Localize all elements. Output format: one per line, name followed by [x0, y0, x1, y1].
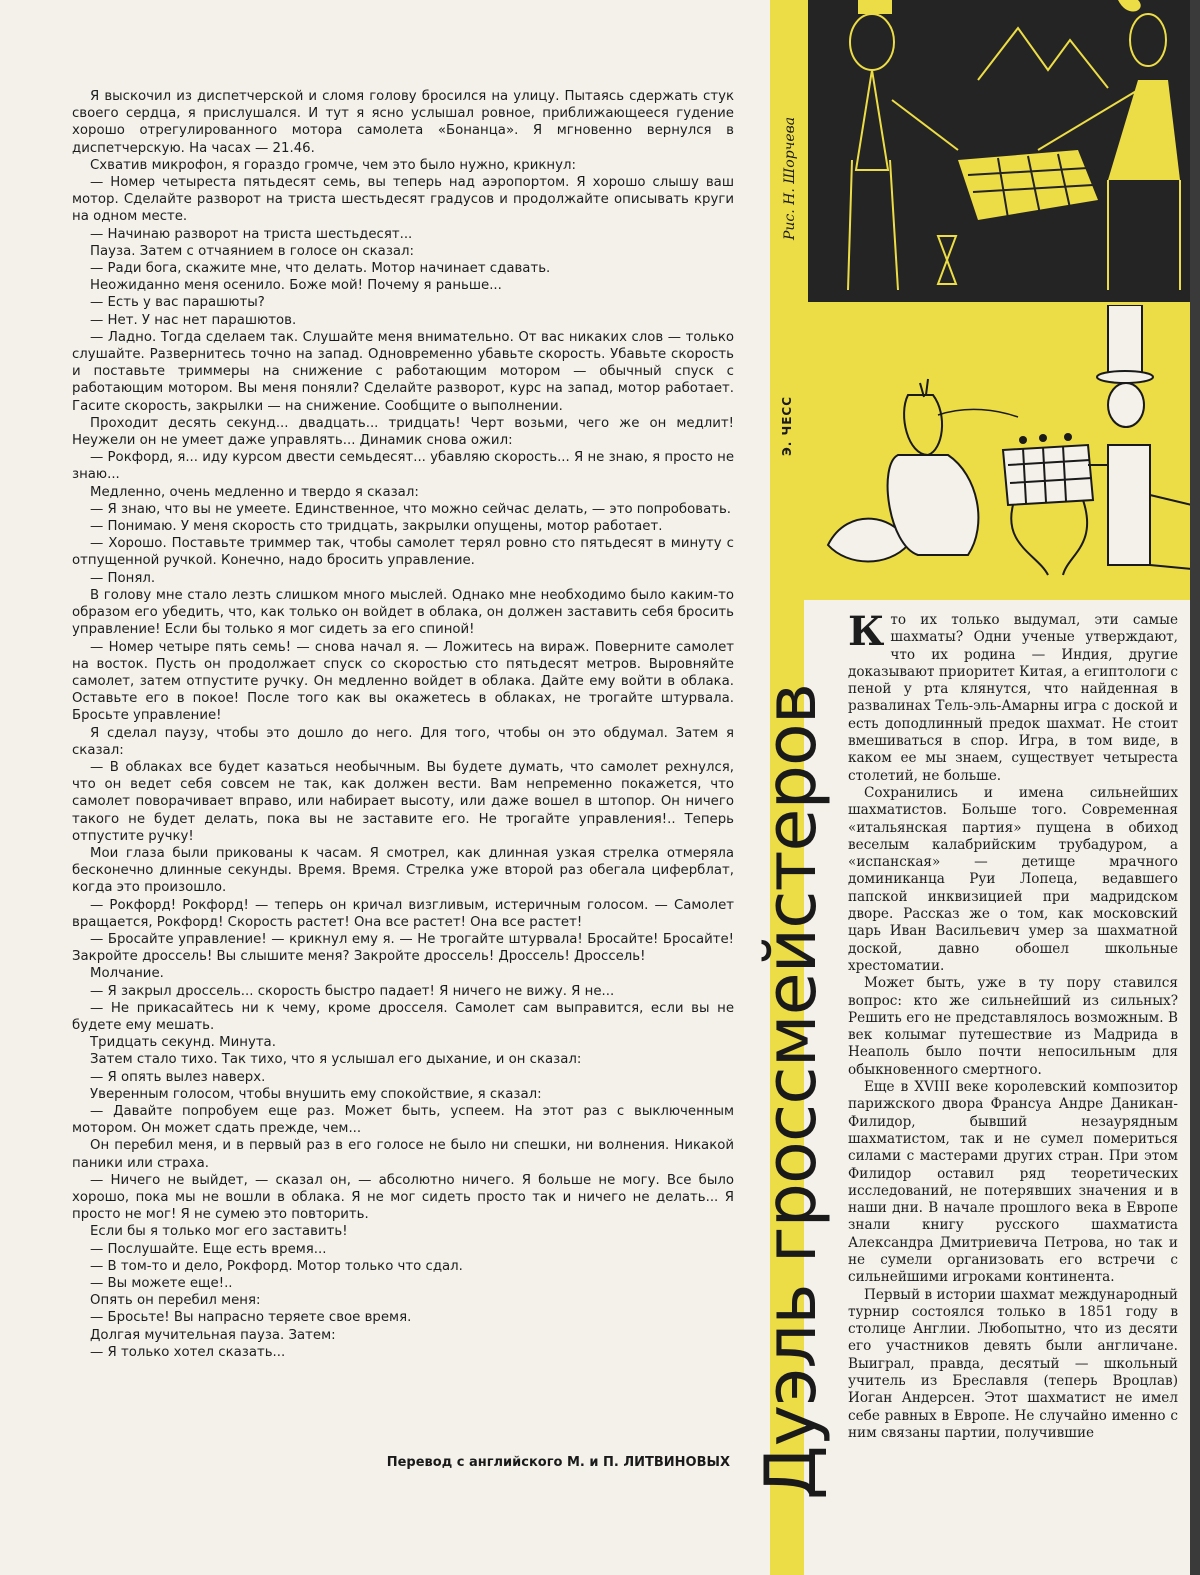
story-paragraph: Я сделал паузу, чтобы это дошло до него. Для того, чтобы он это обдумал. Затем я сказал:: [72, 725, 734, 758]
story-paragraph: — Ничего не выйдет, — сказал он, — абсолютно ничего. Я больше не могу. Все было хорошо, пока мы не вошли в облака. Я не мог сидеть просто так и ничего не делать... Я просто не мог! Я не сумею это повторить.: [72, 1172, 734, 1223]
story-paragraph: — В облаках все будет казаться необычным. Вы будете думать, что самолет рехнулся, что он ведет себя совсем не так, как должен вести. Вам непременно покажется, что самолет поворачивает вправо, или набирает высоту, или даже вошел в штопор. Он ничего такого не будет делать, пока вы не заставите его. Не трогайте управления!.. Теперь отпустите ручку!: [72, 759, 734, 844]
article-first-text: то их только выдумал, эти самые шахматы? Одни ученые утверждают, что их родина — Индия, другие доказывают приоритет Китая, а египтологи с пеной у рта клянутся, что найденная в развалинах Тель-эль-Амарны игра с доской и есть доподлинный предок шахмат. Не стоит вмешиваться в спор. Игра, в том виде, в каком ее мы знаем, существует четыреста столетий, не больше.: [848, 612, 1178, 784]
article-paragraph: Первый в истории шахмат международный турнир состоялся только в 1851 году в столице Англии. Любопытно, что из десяти его участников девять были англичане. Выиграл, правда, десятый — школьный учитель из Бреславля (теперь Вроцлав) Иоган Андерсен. Этот шахматист не имел себе равных в Европе. Не случайно именно с ним связаны партии, получившие: [848, 1286, 1178, 1441]
story-paragraph: Если бы я только мог его заставить!: [90, 1224, 348, 1240]
story-paragraph: — Бросьте! Вы напрасно теряете свое время.: [90, 1310, 412, 1326]
story-paragraph: Опять он перебил меня:: [90, 1293, 261, 1309]
story-paragraph: Тридцать секунд. Минута.: [90, 1035, 276, 1051]
story-paragraph: — Есть у вас парашюты?: [90, 295, 265, 311]
story-paragraph: — Вы можете еще!..: [90, 1276, 233, 1292]
page-edge: [1190, 0, 1200, 1575]
story-paragraph: Долгая мучительная пауза. Затем:: [90, 1327, 336, 1343]
chess-players-icon: [808, 305, 1192, 583]
story-paragraph: Молчание.: [90, 966, 164, 982]
story-paragraph: В голову мне стало лезть слишком много мыслей. Однако мне необходимо было каким-то образом его убедить, что, как только он войдет в облака, он должен заставить себя бросить управление! Если бы только я мог сидеть за его спиной!: [72, 587, 734, 638]
article-paragraph: [848, 608, 1178, 785]
story-paragraph: — Понимаю. У меня скорость сто тридцать, закрылки опущены, мотор работает.: [90, 519, 663, 535]
story-paragraph: — Понял.: [90, 570, 156, 586]
translation-credit: Перевод с английского М. и П. ЛИТВИНОВЫХ: [386, 1455, 730, 1470]
article-text: [848, 608, 1178, 1442]
artist-credit: Рис. Н. Шорчева: [782, 116, 798, 240]
story-paragraph: Затем стало тихо. Так тихо, что я услышал его дыхание, и он сказал:: [90, 1052, 582, 1068]
story-paragraph: — Я знаю, что вы не умеете. Единственное, что можно сейчас делать, — это попробовать.: [90, 501, 732, 517]
drop-cap: К: [848, 608, 885, 655]
story-paragraph: Он перебил меня, и в первый раз в его голосе не было ни спешки, ни волнения. Никакой паники или страха.: [72, 1138, 734, 1171]
story-paragraph: — Ладно. Тогда сделаем так. Слушайте меня внимательно. От вас никаких слов — только слушайте. Развернитесь точно на запад. Одновременно убавьте скорость. Убавьте скорость и поставьте триммеры на снижение с работающим мотором — обычный спуск с работающим мотором. Вы меня поняли? Сделайте разворот, курс на запад, мотор работает. Гасите скорость, закрылки — на снижение. Сообщите о выполнении.: [72, 329, 734, 414]
story-paragraph: Медленно, очень медленно и твердо я сказал:: [90, 484, 419, 500]
story-paragraph: Неожиданно меня осенило. Боже мой! Почему я раньше...: [90, 278, 502, 294]
story-paragraph: — Послушайте. Еще есть время...: [90, 1241, 327, 1257]
story-paragraph: Уверенным голосом, чтобы внушить ему спокойствие, я сказал:: [90, 1086, 542, 1102]
story-paragraph: Мои глаза были прикованы к часам. Я смотрел, как длинная узкая стрелка отмеряла бесконечно длинные секунды. Время. Время. Стрелка уже второй раз обегала циферблат, когда это произошло.: [72, 845, 734, 896]
story-paragraph: — Начинаю разворот на триста шестьдесят...: [90, 226, 413, 242]
article-paragraph: Может быть, уже в ту пору ставился вопрос: кто же сильнейший из сильных? Решить его не представлялось возможным. В век колымаг путешествие из Мадрида в Неаполь было почти непосильным для обыкновенного смертного.: [848, 975, 1178, 1078]
egyptian-chess-illustration: [808, 0, 1200, 302]
story-paragraph: Проходит десять секунд... двадцать... тридцать! Черт возьми, чего же он медлит! Неужели он не умеет даже управлять... Динамик снова ожил:: [72, 415, 734, 449]
story-paragraph: Пауза. Затем с отчаянием в голосе он сказал:: [90, 243, 415, 259]
story-paragraph: — Рокфорд! Рокфорд! — теперь он кричал визгливым, истеричным голосом. — Самолет вращается, Рокфорд! Скорость растет! Она все растет! Она все растет!: [72, 897, 734, 930]
story-paragraph: Схватив микрофон, я гораздо громче, чем это было нужно, крикнул:: [90, 157, 576, 173]
article-paragraph: Сохранились и имена сильнейших шахматистов. Больше того. Современная «итальянская партия» пущена в обиход веселым калабрийским трубадуром, а «испанская» — детище мрачного доминиканца Руи Лопеца, ведавшего папской инквизицией при мадридском дворе. Рассказ же о том, как московский царь Иван Васильевич умер за шахматной доской, давно обошел школьные хрестоматии.: [848, 784, 1178, 974]
article-paragraph: Еще в XVIII веке королевский композитор парижского двора Франсуа Андре Даникан-Филидор, бывший незаурядным шахматистом, так и не сумел помериться силами с мастерами других стран. При этом Филидор оставил ряд теоретических исследований, не потерявших значения и в наши дни. В начале прошлого века в Европе знали книгу русского шахматиста Александра Дмитриевича Петрова, но так и не сумели организовать его встречи с сильнейшими игроками континента.: [848, 1079, 1178, 1286]
author-credit: Э. ЧЕСС: [780, 395, 794, 456]
story-paragraph: — В том-то и дело, Рокфорд. Мотор только что сдал.: [90, 1258, 463, 1274]
egyptian-figures-icon: [808, 0, 1200, 302]
story-paragraph: Я выскочил из диспетчерской и сломя голову бросился на улицу. Пытаясь сдержать стук своего сердца, я прислушался. И тут я ясно услышал ровное, приближающееся гудение хорошо отрегулированного мотора самолета «Бонанца». Я мгновенно вернулся в диспетчерскую. На часах — 21.46.: [72, 89, 734, 156]
story-paragraph: — Давайте попробуем еще раз. Может быть, успеем. На этот раз с выключенным мотором. Он может сдать прежде, чем...: [72, 1103, 734, 1137]
story-paragraph: — Рокфорд, я... иду курсом двести семьдесят... убавляю скорость... Я не знаю, я просто не знаю...: [72, 450, 734, 483]
story-text: [72, 88, 734, 1361]
story-paragraph: — Номер четыреста пятьдесят семь, вы теперь над аэропортом. Я хорошо слышу ваш мотор. Сделайте разворот на триста шестьдесят градусов и продолжайте описывать круги на одном месте.: [72, 175, 734, 225]
story-paragraph: — Нет. У нас нет парашютов.: [90, 312, 297, 328]
article-title: Дуэль гроссмейстеров: [750, 683, 832, 1500]
oriental-chess-illustration: [808, 305, 1192, 583]
story-paragraph: — Не прикасайтесь ни к чему, кроме дросселя. Самолет сам выправится, если вы не будете ему мешать.: [72, 1000, 734, 1033]
story-paragraph: — Я только хотел сказать...: [90, 1344, 286, 1360]
story-paragraph: — Я опять вылез наверх.: [90, 1069, 266, 1085]
story-paragraph: — Ради бога, скажите мне, что делать. Мотор начинает сдавать.: [90, 261, 551, 277]
story-paragraph: — Хорошо. Поставьте триммер так, чтобы самолет терял ровно сто пятьдесят в минуту с отпущенной ручкой. Конечно, надо бросить управление.: [72, 536, 734, 569]
story-paragraph: — Номер четыре пять семь! — снова начал я. — Ложитесь на вираж. Поверните самолет на восток. Пусть он продолжает спуск со скоростью сто пятьдесят метров. Выровняйте самолет, затем отпустите ручку. Он медленно войдет в облака. Дайте ему войти в облака. Оставьте его в покое! После того как вы окажетесь в облаках, не трогайте штурвала. Бросьте управление!: [72, 639, 734, 724]
story-paragraph: — Бросайте управление! — крикнул ему я. — Не трогайте штурвала! Бросайте! Бросайте! Закройте дроссель! Вы слышите меня? Закройте дроссель! Дроссель! Дроссель!: [72, 931, 734, 965]
story-paragraph: — Я закрыл дроссель... скорость быстро падает! Я ничего не вижу. Я не...: [90, 983, 615, 999]
